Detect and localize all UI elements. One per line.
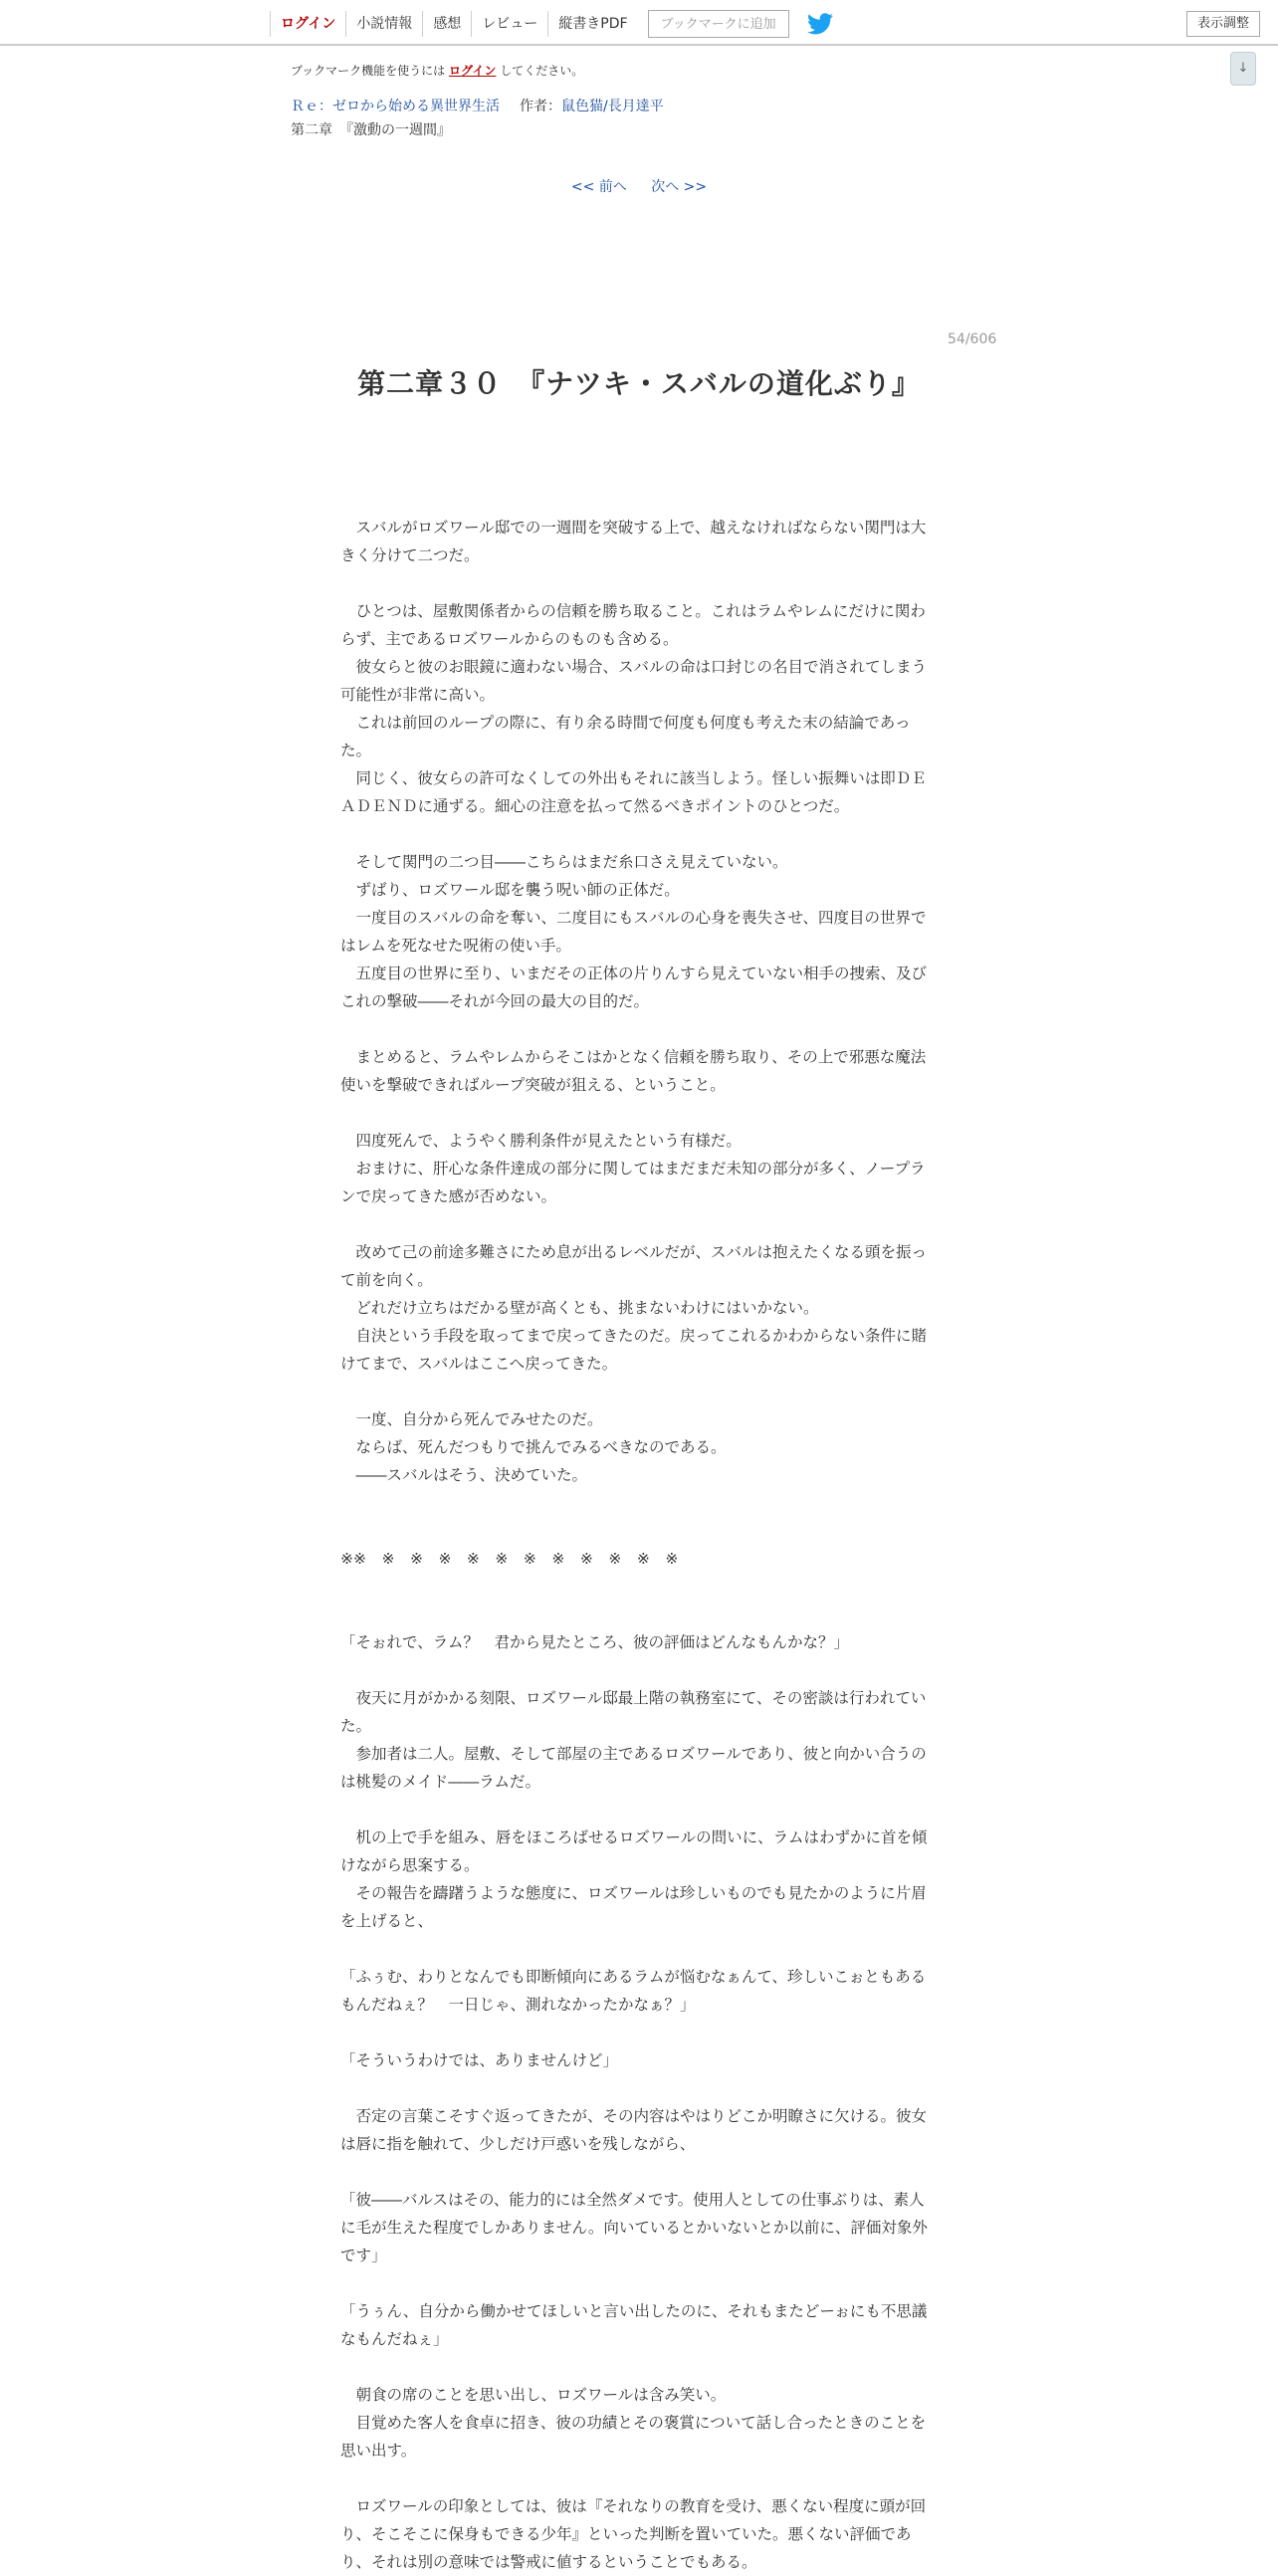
body-paragraph: ならば、死んだつもりで挑んでみるべきなのである。 (340, 1438, 727, 1456)
body-paragraph (340, 2019, 938, 2046)
body-paragraph (340, 1489, 938, 1517)
bookmark-note-prefix: ブックマーク機能を使うには (291, 64, 446, 78)
chapter-title: 第二章 『激動の一週間』 (291, 122, 451, 138)
body-paragraph: 夜天に月がかかる刻限、ロズワール邸最上階の執務室にて、その密談は行われていた。 (340, 1689, 927, 1735)
body-paragraph: まとめると、ラムやレムからそこはかとなく信頼を勝ち取り、その上で邪悪な魔法使いを撃破できればループ突破が狙える、ということ。 (340, 1048, 927, 1094)
body-paragraph (340, 820, 938, 848)
series-title-link[interactable]: Ｒｅ：ゼロから始める異世界生活 (291, 99, 500, 114)
body-paragraph: ロズワールの印象としては、彼は『それなりの教育を受け、悪くない程度に頭が回り、そこそこに保身もできる少年』といった判断を置いていた。悪くない評価であり、それは別の意味では警戒に値するということでもある。 (340, 2497, 927, 2571)
body-paragraph: 参加者は二人。屋敷、そして部屋の主であるロズワールであり、彼と向かい合うのは桃髪のメイド――ラムだ。 (340, 1745, 927, 1791)
body-paragraph: ずばり、ロズワール邸を襲う呪い師の正体だ。 (340, 881, 680, 899)
body-paragraph (340, 2074, 938, 2102)
body-paragraph: 「ふぅむ、わりとなんでも即断傾向にあるラムが悩むなぁんて、珍しいこぉともあるもんだねぇ？ 一日じゃ、測れなかったかなぁ？」 (340, 1968, 927, 2014)
add-bookmark-button[interactable]: ブックマークに追加 (648, 10, 789, 38)
body-paragraph (340, 1796, 938, 1824)
body-paragraph: 五度目の世界に至り、いまだその正体の片りんすら見えていない相手の捜索、及びこれの撃破――それが今回の最大の目的だ。 (340, 965, 928, 1010)
body-paragraph: 改めて己の前途多難さにため息が出るレベルだが、スバルは抱えたくなる頭を振って前を向く。 (340, 1243, 928, 1289)
body-paragraph: これは前回のループの際に、有り余る時間で何度も何度も考えた末の結論であった。 (340, 714, 911, 759)
body-paragraph (340, 1015, 938, 1043)
body-paragraph: 「そういうわけでは、ありませんけど」 (340, 2051, 619, 2069)
prev-page-link[interactable]: << 前へ (570, 179, 627, 195)
body-paragraph (340, 1573, 938, 1601)
body-paragraph: 一度目のスバルの命を奪い、二度目にもスバルの心身を喪失させ、四度目の世界ではレムを死なせた呪術の使い手。 (340, 909, 927, 955)
series-info (291, 96, 664, 115)
body-paragraph: 目覚めた客人を食卓に招き、彼の功績とその褒賞について話し合ったときのことを思い出す。 (340, 2414, 927, 2460)
body-paragraph: 朝食の席のことを思い出し、ロズワールは含み笑い。 (340, 2386, 727, 2404)
body-paragraph (340, 1656, 938, 1684)
body-paragraph (340, 1210, 938, 1238)
body-paragraph: 自決という手段を取ってまで戻ってきたのだ。戻ってこれるかわからない条件に賭けてまで、スバルはここへ戻ってきた。 (340, 1327, 928, 1373)
next-page-link[interactable]: 次へ >> (651, 179, 708, 195)
body-paragraph: その報告を躊躇うような態度に、ロズワールは珍しいものでも見たかのように片眉を上げると、 (340, 1884, 927, 1930)
pager (0, 176, 1278, 196)
nav-vertical-pdf-link[interactable]: 縦書きPDF (547, 11, 637, 37)
main-nav (270, 8, 833, 40)
body-paragraph: 机の上で手を組み、唇をほころばせるロズワールの問いに、ラムはわずかに首を傾けながら思案する。 (340, 1828, 928, 1874)
body-paragraph: 否定の言葉こそすぐ返ってきたが、その内容はやはりどこか明瞭さに欠ける。彼女は唇に指を触れて、少しだけ戸惑いを残しながら、 (340, 2107, 928, 2153)
nav-novel-info-link[interactable]: 小説情報 (345, 11, 422, 37)
bookmark-note-login-link[interactable]: ログイン (449, 64, 497, 78)
body-paragraph (340, 1099, 938, 1127)
bookmark-login-note (291, 62, 583, 79)
nav-impressions-link[interactable]: 感想 (422, 11, 471, 37)
body-paragraph (340, 2158, 938, 2186)
author-link[interactable]: 鼠色猫/長月達平 (561, 99, 664, 114)
body-paragraph: そして関門の二つ目――こちらはまだ糸口さえ見えていない。 (340, 853, 788, 871)
body-paragraph: 「そぉれで、ラム？ 君から見たところ、彼の評価はどんなもんかな？」 (340, 1633, 850, 1651)
nav-login-link[interactable]: ログイン (270, 11, 345, 37)
author-label: 作者： (520, 99, 561, 114)
top-navigation-bar (0, 0, 1278, 46)
page-count: 54/606 (948, 331, 997, 347)
bookmark-note-suffix: してください。 (500, 64, 584, 78)
body-paragraph (340, 1935, 938, 1963)
twitter-bird-icon[interactable] (807, 13, 833, 35)
episode-title: 第二章３０ 『ナツキ・スバルの道化ぶり』 (357, 367, 921, 400)
body-paragraph: スバルがロズワール邸での一週間を突破する上で、越えなければならない関門は大きく分けて二つだ。 (340, 519, 927, 564)
body-paragraph (340, 486, 938, 514)
body-paragraph: どれだけ立ちはだかる壁が高くとも、挑まないわけにはいかない。 (340, 1299, 819, 1317)
display-settings-button[interactable]: 表示調整 (1186, 11, 1260, 37)
body-paragraph: 同じく、彼女らの許可なくしての外出もそれに該当しよう。怪しい振舞いは即ＤＥＡＤＥＮＤに通ずる。細心の注意を払って然るべきポイントのひとつだ。 (340, 769, 927, 815)
arrow-down-icon: ↓ (1237, 61, 1249, 76)
body-paragraph: 一度、自分から死んでみせたのだ。 (340, 1410, 603, 1428)
body-paragraph: ひとつは、屋敷関係者からの信頼を勝ち取ること。これはラムやレムにだけに関わらず、主であるロズワールからのものも含める。 (340, 602, 926, 648)
body-paragraph: おまけに、肝心な条件達成の部分に関してはまだまだ未知の部分が多く、ノープランで戻ってきた感が否めない。 (340, 1160, 926, 1205)
body-paragraph (340, 2465, 938, 2492)
body-paragraph: 「彼――バルスはその、能力的には全然ダメです。使用人としての仕事ぶりは、素人に毛が生えた程度でしかありません。向いているとかいないとか以前に、評価対象外です」 (340, 2191, 928, 2264)
body-paragraph: 「うぅん、自分から働かせてほしいと言い出したのに、それもまたどーぉにも不思議なもんだねぇ」 (340, 2302, 928, 2348)
body-paragraph: ――スバルはそう、決めていた。 (340, 1466, 588, 1484)
body-paragraph (340, 1517, 938, 1545)
body-paragraph: 彼女らと彼のお眼鏡に適わない場合、スバルの命は口封じの名目で消されてしまう可能性が非常に高い。 (340, 658, 928, 704)
body-paragraph: ※※ ※ ※ ※ ※ ※ ※ ※ ※ ※ ※ ※ (340, 1550, 679, 1568)
body-paragraph (340, 2269, 938, 2297)
body-paragraph (340, 1378, 938, 1405)
nav-review-link[interactable]: レビュー (471, 11, 547, 37)
body-paragraph (340, 569, 938, 597)
body-paragraph (340, 1601, 938, 1628)
body-paragraph: 四度死んで、ようやく勝利条件が見えたという有様だ。 (340, 1132, 742, 1150)
body-paragraph (340, 2353, 938, 2381)
scroll-down-button[interactable] (1230, 52, 1256, 86)
novel-body-text (340, 486, 938, 2576)
